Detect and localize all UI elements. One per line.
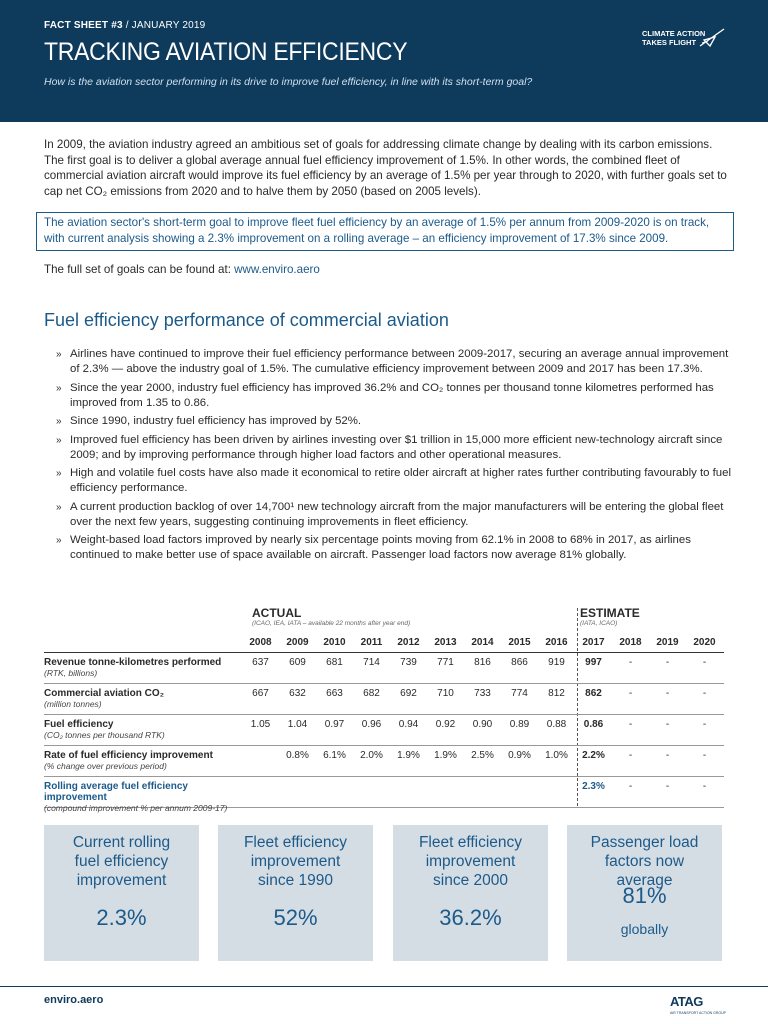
table-cell: 774: [511, 688, 528, 699]
table-cell: [538, 781, 575, 807]
list-item: [56, 433, 736, 463]
key-stats: [44, 825, 724, 961]
table-cell: -: [665, 750, 670, 761]
year-header: 2019: [656, 637, 679, 648]
atag-logo-subtitle: AIR TRANSPORT ACTION GROUP: [670, 1011, 727, 1015]
bullet-icon: »: [56, 434, 62, 446]
table-cell: 733: [474, 688, 491, 699]
bullet-text: Weight-based load factors improved by nearly six percentage points moving from 62.1% in 2008 to 68% in 2017, as airlines continued to make better use of space available on aircraft. Passenger load factors now average 81% globally.: [70, 534, 691, 561]
table-row: [44, 685, 724, 715]
year-header: 2020: [693, 637, 716, 648]
stat-value: 52%: [273, 905, 318, 930]
year-header: 2015: [508, 637, 531, 648]
table-cell: [464, 781, 501, 807]
row-title: Rate of fuel efficiency improvement: [44, 750, 213, 761]
stat-box-since-1990: [218, 825, 373, 961]
year-header: 2013: [434, 637, 457, 648]
bullet-text: High and volatile fuel costs have also made it economical to retire older aircraft at higher rates further contributing favourably to fuel efficiency performance.: [70, 467, 732, 494]
table-cell: [242, 750, 279, 776]
stat-box-load-factor: [567, 825, 722, 961]
row-label: [44, 719, 242, 745]
row-label: [44, 657, 242, 683]
goals-text: The full set of goals can be found at:: [44, 263, 235, 276]
header-banner: [0, 0, 768, 122]
row-unit: (RTK, billions): [44, 668, 98, 678]
bullet-icon: »: [56, 501, 62, 513]
bullet-text: Airlines have continued to improve their fuel efficiency performance between 2009-2017, securing an average annual improvement of 2.3% — above the industry goal of 1.5%. The cumulative efficiency improvement between 2009 and 2017 has been 17.3%.: [70, 348, 729, 375]
footer-link[interactable]: enviro.aero: [44, 994, 104, 1006]
row-label: [44, 781, 242, 813]
year-header: 2014: [471, 637, 494, 648]
section-title: Fuel efficiency performance of commercial aviation: [44, 310, 449, 330]
estimate-source: (IATA, ICAO): [580, 620, 618, 627]
table-cell: 0.9%: [508, 750, 531, 761]
table-cell: 1.04: [287, 719, 308, 730]
year-header: 2009: [286, 637, 309, 648]
table-row: [44, 654, 724, 684]
table-cell: -: [665, 657, 670, 668]
year-header: 2017: [582, 637, 605, 648]
stat-value: 81%: [622, 883, 667, 908]
table-cell: 0.92: [435, 719, 456, 730]
page-subtitle: How is the aviation sector performing in its drive to improve fuel efficiency, in line with its short-term goal?: [44, 76, 533, 88]
year-header-row: [44, 637, 724, 653]
list-item: [56, 500, 736, 530]
table-cell: -: [702, 781, 707, 792]
row-title: Fuel efficiency: [44, 719, 114, 730]
table-cell: -: [702, 719, 707, 730]
footer-divider: [0, 986, 768, 987]
table-cell: [279, 781, 316, 807]
table-cell: 0.86: [583, 719, 604, 730]
table-cell: 2.3%: [582, 781, 605, 792]
table-cell: [316, 781, 353, 807]
list-item: [56, 533, 736, 563]
table-cell: 1.9%: [434, 750, 457, 761]
row-unit: (million tonnes): [44, 699, 102, 709]
year-header: 2010: [323, 637, 346, 648]
table-cell: -: [702, 750, 707, 761]
table-row: [44, 747, 724, 777]
fact-sheet-number: FACT SHEET #3: [44, 20, 123, 31]
stat-box-since-2000: [393, 825, 548, 961]
climate-action-logo: [642, 29, 705, 47]
table-cell: 1.05: [250, 719, 271, 730]
logo-line-1: CLIMATE ACTION: [642, 29, 706, 38]
page-title: TRACKING AVIATION EFFICIENCY: [44, 38, 408, 66]
table-cell: 997: [585, 657, 602, 668]
stat-box-rolling: [44, 825, 199, 961]
table-cell: -: [702, 688, 707, 699]
bullet-icon: »: [56, 416, 62, 427]
table-cell: -: [628, 719, 633, 730]
table-cell: 681: [326, 657, 343, 668]
table-cell: 714: [363, 657, 380, 668]
stat-label: Fleet efficiency improvement since 2000: [418, 834, 523, 889]
table-cell: 739: [400, 657, 417, 668]
table-cell: [427, 781, 464, 807]
table-cell: 632: [289, 688, 306, 699]
table-row: [44, 778, 724, 813]
table-cell: 2.2%: [582, 750, 605, 761]
table-cell: 1.9%: [397, 750, 420, 761]
bullet-text: Improved fuel efficiency has been driven by airlines investing over $1 trillion in 15,000 more efficient new-technology aircraft since 2009; and by improving performance through higher load factors and other operational measures.: [70, 433, 723, 461]
estimate-title: ESTIMATE: [580, 606, 640, 620]
row-title: Revenue tonne-kilometres performed: [44, 657, 222, 668]
table-cell: [501, 781, 538, 807]
row-label: [44, 688, 242, 714]
table-cell: 2.0%: [360, 750, 383, 761]
actual-source: (ICAO, IEA, IATA – available 22 months after year end): [252, 620, 411, 627]
table-cell: 866: [511, 657, 528, 668]
stat-label: Passenger load factors now average: [590, 834, 699, 889]
bullet-icon: »: [56, 382, 62, 394]
table-cell: 6.1%: [323, 750, 346, 761]
table-cell: 667: [252, 688, 269, 699]
intro-paragraph: In 2009, the aviation industry agreed an ambitious set of goals for addressing climate change by dealing with its carbon emissions. The first goal is to deliver a global average annual fuel efficiency improvement of 1.5%. In other words, the combined fleet of commercial aviation aircraft would improve its fuel efficiency by an average of 1.5% per year through to 2020, with further goals set to cap net CO₂ emissions from 2020 and to halve them by 2050 (based on 2005 levels).: [44, 138, 727, 198]
goals-link[interactable]: www.enviro.aero: [234, 263, 320, 276]
table-cell: 0.90: [472, 719, 493, 730]
estimate-group-header: [580, 606, 640, 627]
fact-sheet-kicker: [44, 20, 205, 31]
table-cell: 2.5%: [471, 750, 494, 761]
row-unit: (compound improvement % per annum 2009-17): [44, 803, 228, 813]
list-item: [56, 381, 736, 411]
table-cell: [353, 781, 390, 807]
bullet-list: [56, 347, 736, 567]
table-cell: 609: [289, 657, 306, 668]
row-title: Commercial aviation CO₂: [44, 688, 165, 699]
year-header: 2012: [397, 637, 420, 648]
year-header: 2011: [360, 637, 383, 648]
plane-icon: [698, 26, 726, 50]
table-cell: 692: [400, 688, 417, 699]
row-unit: (CO₂ tonnes per thousand RTK): [44, 730, 165, 740]
bullet-icon: »: [56, 468, 62, 479]
table-cell: 663: [326, 688, 343, 699]
table-cell: -: [665, 688, 670, 699]
table-cell: -: [628, 688, 633, 699]
table-cell: -: [665, 781, 670, 792]
list-item: [56, 466, 736, 496]
table-cell: 862: [585, 688, 602, 699]
table-cell: [242, 781, 279, 807]
bullet-text: Since the year 2000, industry fuel efficiency has improved 36.2% and CO₂ tonnes per thousand tonne kilometres performed has improved from 1.35 to 0.86.: [70, 381, 714, 409]
key-finding-callout: The aviation sector's short-term goal to improve fleet fuel efficiency by an average of 1.5% per annum from 2009-2020 is on track, with current analysis showing a 2.3% improvement on a rolling average – an efficiency improvement of 17.3% since 2009.: [36, 212, 734, 251]
table-cell: 0.97: [324, 719, 345, 730]
actual-title: ACTUAL: [252, 606, 302, 620]
bullet-icon: »: [56, 535, 62, 546]
table-cell: 816: [474, 657, 491, 668]
year-header: 2016: [545, 637, 568, 648]
table-cell: 0.8%: [286, 750, 309, 761]
stat-label: Fleet efficiency improvement since 1990: [243, 834, 348, 889]
year-header: 2008: [249, 637, 272, 648]
list-item: [56, 347, 736, 377]
table-cell: -: [628, 781, 633, 792]
table-cell: 710: [437, 688, 454, 699]
table-cell: 919: [548, 657, 565, 668]
row-label: [44, 750, 242, 776]
table-cell: -: [628, 657, 633, 668]
row-unit: (% change over previous period): [44, 761, 167, 771]
stat-label: Current rolling fuel efficiency improvement: [72, 834, 171, 889]
header-spacer: [44, 637, 242, 652]
row-title: Rolling average fuel efficiency improvement: [44, 781, 188, 803]
table-cell: 0.89: [509, 719, 530, 730]
table-cell: 1.0%: [545, 750, 568, 761]
logo-line-2: TAKES FLIGHT: [642, 38, 697, 47]
table-cell: -: [665, 719, 670, 730]
list-item: [56, 414, 736, 429]
stat-value: 2.3%: [96, 905, 147, 930]
bullet-text: A current production backlog of over 14,700¹ new technology aircraft from the major manufacturers will be entering the global fleet over the next few years, suggesting continuing improvements in fleet efficiency.: [70, 500, 724, 528]
table-cell: 637: [252, 657, 269, 668]
table-cell: -: [702, 657, 707, 668]
stat-value: 36.2%: [439, 905, 502, 930]
bullet-icon: »: [56, 349, 62, 360]
table-cell: 682: [363, 688, 380, 699]
stat-suffix: globally: [620, 921, 669, 937]
table-cell: [390, 781, 427, 807]
table-cell: 0.94: [398, 719, 419, 730]
actual-group-header: [252, 606, 410, 627]
year-header: 2018: [619, 637, 642, 648]
table-cell: 771: [437, 657, 454, 668]
table-row: [44, 716, 724, 746]
bullet-text: Since 1990, industry fuel efficiency has improved by 52%.: [70, 415, 362, 427]
goals-reference: [44, 263, 320, 276]
table-cell: -: [628, 750, 633, 761]
table-cell: 812: [548, 688, 565, 699]
table-cell: 0.88: [546, 719, 567, 730]
atag-logo: ATAG: [670, 994, 703, 1009]
fact-sheet-date: / JANUARY 2019: [122, 20, 206, 31]
table-cell: 0.96: [361, 719, 382, 730]
